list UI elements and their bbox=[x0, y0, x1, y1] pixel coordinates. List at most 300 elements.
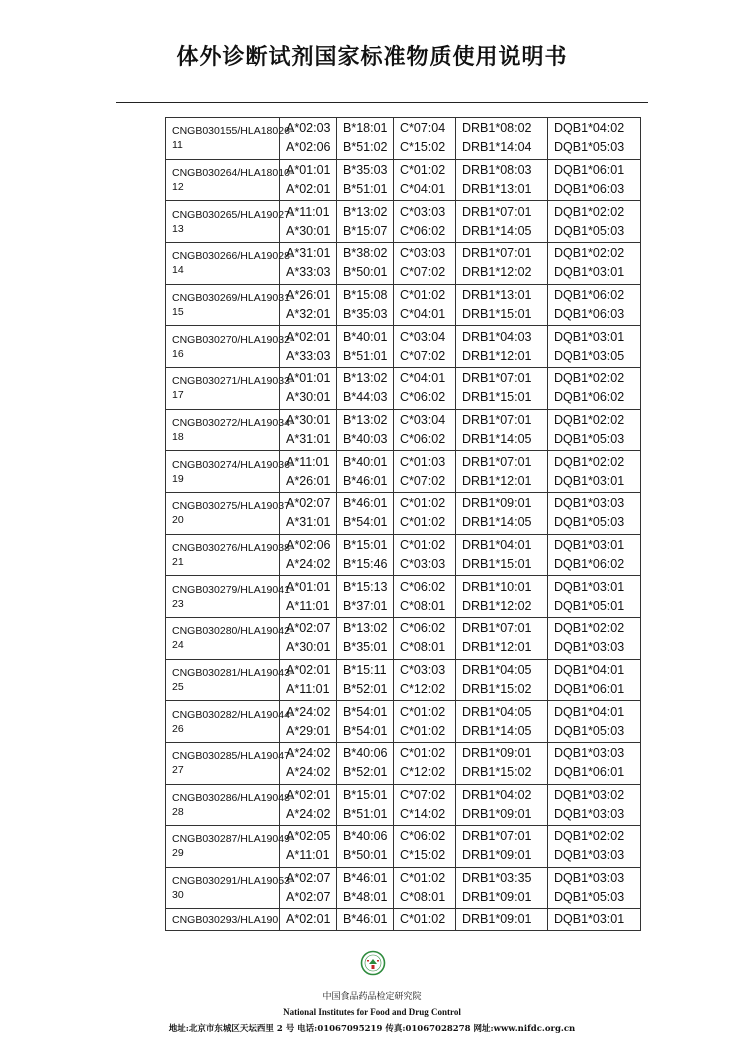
hla-c-cell bbox=[394, 617, 456, 659]
allele-value: DQB1*04:01 bbox=[554, 704, 625, 719]
allele-value: C*01:02 bbox=[400, 871, 446, 886]
table-row bbox=[166, 118, 641, 160]
allele-value: C*08:01 bbox=[400, 598, 446, 613]
allele-value: DRB1*04:03 bbox=[462, 329, 532, 344]
allele-value: DQB1*03:03 bbox=[554, 496, 625, 511]
allele-value: C*14:02 bbox=[400, 806, 446, 821]
allele-value: C*06:02 bbox=[400, 579, 446, 594]
hla-c-cell bbox=[394, 867, 456, 909]
table-row bbox=[166, 451, 641, 493]
allele-value: DRB1*13:01 bbox=[462, 181, 532, 196]
hla-dqb1-cell bbox=[548, 284, 641, 326]
hla-c-cell bbox=[394, 201, 456, 243]
allele-value: A*02:01 bbox=[286, 912, 331, 927]
allele-value: DQB1*05:01 bbox=[554, 598, 625, 613]
allele-value: C*06:02 bbox=[400, 829, 446, 844]
allele-value: DQB1*03:01 bbox=[554, 265, 625, 280]
hla-c-cell bbox=[394, 784, 456, 826]
hla-b-cell bbox=[337, 701, 394, 743]
hla-a-cell bbox=[280, 159, 337, 201]
allele-value: B*50:01 bbox=[343, 265, 388, 280]
hla-dqb1-cell bbox=[548, 909, 641, 931]
hla-dqb1-cell bbox=[548, 118, 641, 160]
allele-value: DQB1*02:02 bbox=[554, 246, 625, 261]
allele-value: DQB1*06:03 bbox=[554, 181, 625, 196]
allele-value: A*24:02 bbox=[286, 746, 331, 761]
allele-value: B*50:01 bbox=[343, 848, 388, 863]
allele-value: C*03:03 bbox=[400, 204, 446, 219]
table-row bbox=[166, 201, 641, 243]
hla-dqb1-cell bbox=[548, 326, 641, 368]
allele-value: A*31:01 bbox=[286, 431, 331, 446]
allele-value: C*04:01 bbox=[400, 371, 446, 386]
allele-value: A*02:07 bbox=[286, 890, 331, 905]
allele-value: DQB1*05:03 bbox=[554, 431, 625, 446]
table-row bbox=[166, 284, 641, 326]
hla-dqb1-cell bbox=[548, 201, 641, 243]
allele-value: B*15:46 bbox=[343, 556, 388, 571]
sample-id-cell: CNGB030270/HLA19032-16 bbox=[166, 326, 280, 368]
allele-value: B*15:01 bbox=[343, 537, 388, 552]
hla-b-cell bbox=[337, 451, 394, 493]
hla-drb1-cell bbox=[456, 451, 548, 493]
sample-id-cell: CNGB030281/HLA19043-25 bbox=[166, 659, 280, 701]
allele-value: C*01:02 bbox=[400, 537, 446, 552]
allele-value: B*44:03 bbox=[343, 390, 388, 405]
allele-value: DQB1*04:02 bbox=[554, 121, 625, 136]
hla-drb1-cell bbox=[456, 367, 548, 409]
allele-value: DRB1*10:01 bbox=[462, 579, 532, 594]
allele-value: C*01:02 bbox=[400, 723, 446, 738]
hla-drb1-cell bbox=[456, 326, 548, 368]
sample-id-cell: CNGB030269/HLA19031-15 bbox=[166, 284, 280, 326]
table-row bbox=[166, 326, 641, 368]
allele-value: A*11:01 bbox=[286, 848, 330, 863]
allele-value: C*01:02 bbox=[400, 746, 446, 761]
hla-dqb1-cell bbox=[548, 242, 641, 284]
allele-value: DQB1*03:01 bbox=[554, 579, 625, 594]
hla-a-cell bbox=[280, 576, 337, 618]
allele-value: DRB1*07:01 bbox=[462, 621, 532, 636]
hla-a-cell bbox=[280, 409, 337, 451]
allele-value: DRB1*09:01 bbox=[462, 890, 532, 905]
allele-value: DRB1*09:01 bbox=[462, 848, 532, 863]
hla-b-cell bbox=[337, 326, 394, 368]
allele-value: B*15:01 bbox=[343, 787, 388, 802]
allele-value: DQB1*03:03 bbox=[554, 806, 625, 821]
hla-drb1-cell bbox=[456, 617, 548, 659]
allele-value: DRB1*12:01 bbox=[462, 640, 532, 655]
sample-id-cell: CNGB030282/HLA19044-26 bbox=[166, 701, 280, 743]
allele-value: C*07:04 bbox=[400, 121, 446, 136]
allele-value: DRB1*04:05 bbox=[462, 704, 532, 719]
hla-drb1-cell bbox=[456, 909, 548, 931]
allele-value: DRB1*15:02 bbox=[462, 765, 532, 780]
institute-name-cn: 中国食品药品检定研究院 bbox=[322, 992, 422, 1002]
sample-id-cell: CNGB030272/HLA19034-18 bbox=[166, 409, 280, 451]
hla-a-cell bbox=[280, 701, 337, 743]
hla-a-cell bbox=[280, 534, 337, 576]
allele-value: C*01:03 bbox=[400, 454, 446, 469]
sample-id-cell: CNGB030279/HLA19041-23 bbox=[166, 576, 280, 618]
allele-value: DRB1*12:01 bbox=[462, 473, 532, 488]
allele-value: B*40:01 bbox=[343, 454, 388, 469]
allele-value: C*08:01 bbox=[400, 890, 446, 905]
allele-value: DQB1*05:03 bbox=[554, 223, 625, 238]
allele-value: B*51:02 bbox=[343, 140, 388, 155]
allele-value: DQB1*03:03 bbox=[554, 871, 625, 886]
hla-dqb1-cell bbox=[548, 492, 641, 534]
allele-value: DQB1*03:03 bbox=[554, 640, 625, 655]
hla-a-cell bbox=[280, 118, 337, 160]
hla-b-cell bbox=[337, 659, 394, 701]
hla-dqb1-cell bbox=[548, 742, 641, 784]
allele-value: DRB1*07:01 bbox=[462, 204, 532, 219]
sample-id-cell: CNGB030285/HLA19047-27 bbox=[166, 742, 280, 784]
allele-value: B*35:03 bbox=[343, 162, 388, 177]
sample-id-cell: CNGB030264/HLA18010-12 bbox=[166, 159, 280, 201]
allele-value: DRB1*07:01 bbox=[462, 412, 532, 427]
allele-value: A*02:07 bbox=[286, 621, 331, 636]
allele-value: B*46:01 bbox=[343, 912, 388, 927]
allele-value: DQB1*06:02 bbox=[554, 390, 625, 405]
hla-a-cell bbox=[280, 784, 337, 826]
allele-value: DRB1*14:05 bbox=[462, 515, 532, 530]
allele-value: B*51:01 bbox=[343, 348, 388, 363]
allele-value: A*30:01 bbox=[286, 412, 331, 427]
allele-value: DQB1*05:03 bbox=[554, 723, 625, 738]
allele-value: DQB1*03:03 bbox=[554, 746, 625, 761]
hla-drb1-cell bbox=[456, 659, 548, 701]
allele-value: B*40:03 bbox=[343, 431, 388, 446]
allele-value: B*40:06 bbox=[343, 746, 388, 761]
allele-value: C*03:03 bbox=[400, 556, 446, 571]
allele-value: A*02:06 bbox=[286, 537, 331, 552]
allele-value: A*32:01 bbox=[286, 306, 331, 321]
allele-value: A*02:07 bbox=[286, 496, 331, 511]
allele-value: A*29:01 bbox=[286, 723, 331, 738]
allele-value: B*35:03 bbox=[343, 306, 388, 321]
hla-c-cell bbox=[394, 659, 456, 701]
allele-value: C*12:02 bbox=[400, 681, 446, 696]
hla-drb1-cell bbox=[456, 159, 548, 201]
allele-value: B*46:01 bbox=[343, 496, 388, 511]
allele-value: DRB1*08:02 bbox=[462, 121, 532, 136]
allele-value: DQB1*06:01 bbox=[554, 765, 625, 780]
allele-value: B*15:07 bbox=[343, 223, 388, 238]
hla-drb1-cell bbox=[456, 784, 548, 826]
allele-value: C*06:02 bbox=[400, 223, 446, 238]
hla-c-cell bbox=[394, 409, 456, 451]
allele-value: DQB1*05:03 bbox=[554, 890, 625, 905]
allele-value: DRB1*14:04 bbox=[462, 140, 532, 155]
allele-value: DQB1*02:02 bbox=[554, 454, 625, 469]
hla-b-cell bbox=[337, 742, 394, 784]
allele-value: A*02:01 bbox=[286, 329, 331, 344]
allele-value: DQB1*03:01 bbox=[554, 473, 625, 488]
hla-a-cell bbox=[280, 659, 337, 701]
table-row bbox=[166, 492, 641, 534]
hla-drb1-cell bbox=[456, 701, 548, 743]
allele-value: C*07:02 bbox=[400, 265, 446, 280]
allele-value: DQB1*03:01 bbox=[554, 912, 625, 927]
allele-value: A*11:01 bbox=[286, 598, 330, 613]
allele-value: DRB1*03:35 bbox=[462, 871, 532, 886]
hla-drb1-cell bbox=[456, 826, 548, 868]
allele-value: A*11:01 bbox=[286, 454, 330, 469]
allele-value: DRB1*15:01 bbox=[462, 306, 532, 321]
allele-value: A*26:01 bbox=[286, 287, 331, 302]
hla-drb1-cell bbox=[456, 118, 548, 160]
hla-b-cell bbox=[337, 576, 394, 618]
table-row bbox=[166, 742, 641, 784]
institute-contact-address: 地址:北京市东城区天坛西里 2 号 电话:01067095219 传真:01067028278 网址:www.nifdc.org.cn bbox=[168, 1024, 576, 1034]
sample-id-cell: CNGB030286/HLA19048-28 bbox=[166, 784, 280, 826]
allele-value: A*02:06 bbox=[286, 140, 331, 155]
allele-value: A*33:03 bbox=[286, 348, 331, 363]
allele-value: B*13:02 bbox=[343, 621, 388, 636]
table-row bbox=[166, 784, 641, 826]
allele-value: DRB1*08:03 bbox=[462, 162, 532, 177]
table-row bbox=[166, 409, 641, 451]
allele-value: DQB1*05:03 bbox=[554, 140, 625, 155]
allele-value: DRB1*04:02 bbox=[462, 787, 532, 802]
hla-c-cell bbox=[394, 367, 456, 409]
hla-b-cell bbox=[337, 118, 394, 160]
sample-id-cell: CNGB030276/HLA19038-21 bbox=[166, 534, 280, 576]
hla-c-cell bbox=[394, 909, 456, 931]
allele-value: DRB1*09:01 bbox=[462, 746, 532, 761]
allele-value: DRB1*09:01 bbox=[462, 912, 532, 927]
allele-value: DRB1*12:02 bbox=[462, 598, 532, 613]
sample-id-cell: CNGB030274/HLA19036-19 bbox=[166, 451, 280, 493]
allele-value: A*30:01 bbox=[286, 640, 331, 655]
hla-b-cell bbox=[337, 617, 394, 659]
table-row bbox=[166, 867, 641, 909]
hla-dqb1-cell bbox=[548, 867, 641, 909]
allele-value: A*24:02 bbox=[286, 704, 331, 719]
allele-value: C*03:03 bbox=[400, 246, 446, 261]
sample-id-cell: CNGB030155/HLA18026-11 bbox=[166, 118, 280, 160]
hla-a-cell bbox=[280, 492, 337, 534]
allele-value: A*26:01 bbox=[286, 473, 331, 488]
allele-value: C*07:02 bbox=[400, 787, 446, 802]
table-row bbox=[166, 534, 641, 576]
allele-value: A*02:01 bbox=[286, 181, 331, 196]
allele-value: A*33:03 bbox=[286, 265, 331, 280]
allele-value: C*04:01 bbox=[400, 306, 446, 321]
hla-a-cell bbox=[280, 617, 337, 659]
allele-value: C*03:04 bbox=[400, 329, 446, 344]
allele-value: C*04:01 bbox=[400, 181, 446, 196]
allele-value: DQB1*06:01 bbox=[554, 681, 625, 696]
hla-dqb1-cell bbox=[548, 534, 641, 576]
allele-value: DQB1*03:05 bbox=[554, 348, 625, 363]
allele-value: DQB1*06:02 bbox=[554, 556, 625, 571]
allele-value: B*54:01 bbox=[343, 515, 388, 530]
nifdc-logo-icon bbox=[360, 950, 386, 976]
hla-c-cell bbox=[394, 242, 456, 284]
hla-a-cell bbox=[280, 826, 337, 868]
hla-b-cell bbox=[337, 492, 394, 534]
allele-value: B*13:02 bbox=[343, 204, 388, 219]
hla-c-cell bbox=[394, 492, 456, 534]
allele-value: C*08:01 bbox=[400, 640, 446, 655]
hla-drb1-cell bbox=[456, 534, 548, 576]
allele-value: C*01:02 bbox=[400, 496, 446, 511]
hla-c-cell bbox=[394, 701, 456, 743]
allele-value: DRB1*12:01 bbox=[462, 348, 532, 363]
hla-drb1-cell bbox=[456, 576, 548, 618]
allele-value: B*51:01 bbox=[343, 806, 388, 821]
allele-value: A*11:01 bbox=[286, 204, 330, 219]
allele-value: DQB1*03:01 bbox=[554, 537, 625, 552]
hla-b-cell bbox=[337, 201, 394, 243]
hla-dqb1-cell bbox=[548, 451, 641, 493]
table-row bbox=[166, 617, 641, 659]
sample-id-cell: CNGB030265/HLA19027-13 bbox=[166, 201, 280, 243]
table-row bbox=[166, 826, 641, 868]
allele-value: DRB1*04:05 bbox=[462, 662, 532, 677]
allele-value: DRB1*07:01 bbox=[462, 246, 532, 261]
allele-value: A*24:02 bbox=[286, 556, 331, 571]
allele-value: DRB1*07:01 bbox=[462, 829, 532, 844]
hla-dqb1-cell bbox=[548, 826, 641, 868]
hla-a-cell bbox=[280, 742, 337, 784]
allele-value: DRB1*07:01 bbox=[462, 371, 532, 386]
allele-value: B*52:01 bbox=[343, 765, 388, 780]
hla-dqb1-cell bbox=[548, 159, 641, 201]
allele-value: C*01:02 bbox=[400, 287, 446, 302]
allele-value: C*01:02 bbox=[400, 162, 446, 177]
allele-value: C*06:02 bbox=[400, 431, 446, 446]
hla-b-cell bbox=[337, 367, 394, 409]
hla-a-cell bbox=[280, 242, 337, 284]
header-divider bbox=[116, 102, 648, 103]
hla-b-cell bbox=[337, 867, 394, 909]
allele-value: B*52:01 bbox=[343, 681, 388, 696]
allele-value: B*40:01 bbox=[343, 329, 388, 344]
hla-a-cell bbox=[280, 909, 337, 931]
hla-dqb1-cell bbox=[548, 409, 641, 451]
allele-value: DQB1*02:02 bbox=[554, 371, 625, 386]
allele-value: C*15:02 bbox=[400, 140, 446, 155]
hla-c-cell bbox=[394, 326, 456, 368]
hla-typing-table bbox=[165, 117, 641, 931]
allele-value: A*24:02 bbox=[286, 765, 331, 780]
sample-id-cell: CNGB030293/HLA190 bbox=[166, 909, 280, 931]
allele-value: DRB1*04:01 bbox=[462, 537, 532, 552]
hla-c-cell bbox=[394, 534, 456, 576]
allele-value: C*15:02 bbox=[400, 848, 446, 863]
hla-drb1-cell bbox=[456, 742, 548, 784]
allele-value: A*01:01 bbox=[286, 579, 331, 594]
allele-value: C*07:02 bbox=[400, 473, 446, 488]
allele-value: DQB1*02:02 bbox=[554, 829, 625, 844]
allele-value: A*01:01 bbox=[286, 162, 331, 177]
allele-value: C*03:03 bbox=[400, 662, 446, 677]
allele-value: A*02:07 bbox=[286, 871, 331, 886]
hla-a-cell bbox=[280, 201, 337, 243]
allele-value: B*15:13 bbox=[343, 579, 388, 594]
hla-a-cell bbox=[280, 326, 337, 368]
hla-c-cell bbox=[394, 284, 456, 326]
hla-drb1-cell bbox=[456, 284, 548, 326]
table-row bbox=[166, 367, 641, 409]
allele-value: A*31:01 bbox=[286, 246, 331, 261]
hla-dqb1-cell bbox=[548, 576, 641, 618]
allele-value: B*15:11 bbox=[343, 662, 387, 677]
allele-value: DRB1*12:02 bbox=[462, 265, 532, 280]
allele-value: DQB1*02:02 bbox=[554, 412, 625, 427]
hla-b-cell bbox=[337, 909, 394, 931]
hla-b-cell bbox=[337, 826, 394, 868]
allele-value: DRB1*15:01 bbox=[462, 556, 532, 571]
hla-a-cell bbox=[280, 867, 337, 909]
hla-c-cell bbox=[394, 118, 456, 160]
hla-drb1-cell bbox=[456, 867, 548, 909]
hla-b-cell bbox=[337, 284, 394, 326]
sample-id-cell: CNGB030280/HLA19042-24 bbox=[166, 617, 280, 659]
allele-value: C*01:02 bbox=[400, 704, 446, 719]
hla-b-cell bbox=[337, 242, 394, 284]
hla-drb1-cell bbox=[456, 492, 548, 534]
allele-value: DRB1*07:01 bbox=[462, 454, 532, 469]
allele-value: A*11:01 bbox=[286, 681, 330, 696]
allele-value: DQB1*03:03 bbox=[554, 848, 625, 863]
hla-b-cell bbox=[337, 784, 394, 826]
institute-name-en: National Institutes for Food and Drug Control bbox=[283, 1007, 461, 1017]
allele-value: DRB1*14:05 bbox=[462, 431, 532, 446]
hla-a-cell bbox=[280, 284, 337, 326]
hla-c-cell bbox=[394, 742, 456, 784]
allele-value: A*02:05 bbox=[286, 829, 331, 844]
hla-drb1-cell bbox=[456, 201, 548, 243]
sample-id-cell: CNGB030291/HLA19053-30 bbox=[166, 867, 280, 909]
allele-value: DRB1*09:01 bbox=[462, 806, 532, 821]
hla-a-cell bbox=[280, 367, 337, 409]
allele-value: DQB1*03:02 bbox=[554, 787, 625, 802]
allele-value: DQB1*02:02 bbox=[554, 621, 625, 636]
allele-value: C*12:02 bbox=[400, 765, 446, 780]
hla-dqb1-cell bbox=[548, 659, 641, 701]
allele-value: DQB1*03:01 bbox=[554, 329, 625, 344]
hla-a-cell bbox=[280, 451, 337, 493]
hla-dqb1-cell bbox=[548, 367, 641, 409]
hla-b-cell bbox=[337, 159, 394, 201]
sample-id-cell: CNGB030275/HLA19037-20 bbox=[166, 492, 280, 534]
allele-value: C*07:02 bbox=[400, 348, 446, 363]
hla-table-body bbox=[166, 118, 641, 931]
hla-dqb1-cell bbox=[548, 617, 641, 659]
allele-value: C*03:04 bbox=[400, 412, 446, 427]
allele-value: B*46:01 bbox=[343, 473, 388, 488]
allele-value: B*18:01 bbox=[343, 121, 388, 136]
allele-value: A*24:02 bbox=[286, 806, 331, 821]
allele-value: A*31:01 bbox=[286, 515, 331, 530]
allele-value: B*51:01 bbox=[343, 181, 388, 196]
hla-drb1-cell bbox=[456, 242, 548, 284]
sample-id-cell: CNGB030271/HLA19033-17 bbox=[166, 367, 280, 409]
allele-value: B*40:06 bbox=[343, 829, 388, 844]
table-row bbox=[166, 159, 641, 201]
allele-value: B*13:02 bbox=[343, 371, 388, 386]
allele-value: A*02:03 bbox=[286, 121, 331, 136]
hla-c-cell bbox=[394, 451, 456, 493]
allele-value: DQB1*06:02 bbox=[554, 287, 625, 302]
allele-value: B*35:01 bbox=[343, 640, 388, 655]
hla-c-cell bbox=[394, 826, 456, 868]
